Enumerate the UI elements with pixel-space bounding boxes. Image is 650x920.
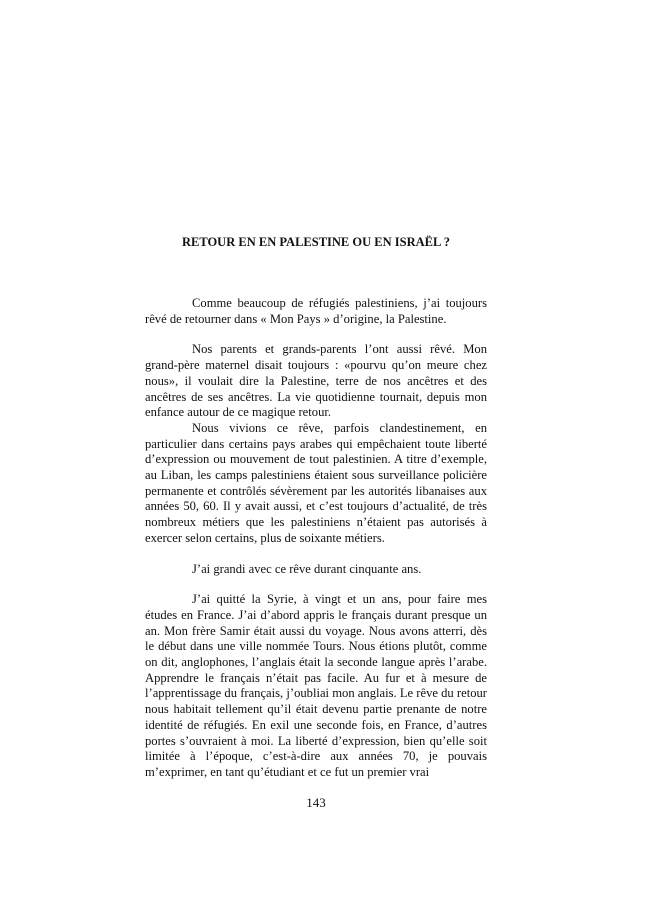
page-number: 143 [306,795,326,810]
paragraph-3: Nous vivions ce rêve, parfois clandestinement, en particulier dans certains pays arabes qui empêchaient toute liberté d’expression ou mouvement de tout palestinien. A titre d’exemple, au Liban, les camps palestiniens étaient sous surveillance policière permanente et contrôlés sévèrement par les autorités libanaises aux années 50, 60. Il y avait aussi, et c’est toujours d’actualité, de très nombreux métiers que les palestiniens n’étaient pas autorisés à exercer selon certains, plus de soixante métiers. [145,420,487,545]
paragraph-1: Comme beaucoup de réfugiés palestiniens, j’ai toujours rêvé de retourner dans « Mon Pays » d’origine, la Palestine. [145,296,487,326]
chapter-body [145,296,487,781]
paragraph-5: J’ai quitté la Syrie, à vingt et un ans, pour faire mes études en France. J’ai d’abord appris le français durant presque un an. Mon frère Samir était aussi du voyage. Nous avons atterri, dès le début dans une ville nommée Tours. Nous étions plutôt, comme on dit, anglophones, l’anglais était la seconde langue après l’arabe. Apprendre le français n’était pas facile. Au fur et à mesure de l’apprentissage du français, j’oubliai mon anglais. Le rêve du retour nous habitait tellement qu’il était devenu partie prenante de notre identité de réfugiés. En exil une seconde fois, en France, d’autres portes s’ouvraient à moi. La liberté d’expression, bien qu’elle soit limitée à l’époque, c’est-à-dire aux années 70, je pouvais m’exprimer, en tant qu’étudiant et ce fut un premier vrai [145,592,487,779]
paragraph-2: Nos parents et grands-parents l’ont aussi rêvé. Mon grand-père maternel disait toujours : «pourvu qu’on meure chez nous», il voulait dire la Palestine, terre de nos ancêtres et des ancêtres de ses ancêtres. La vie quotidienne tournait, depuis mon enfance autour de ce magique retour. [145,342,487,420]
paragraph-4: J’ai grandi avec ce rêve durant cinquante ans. [192,561,422,576]
chapter-title: RETOUR EN EN PALESTINE OU EN ISRAËL ? [181,235,450,249]
